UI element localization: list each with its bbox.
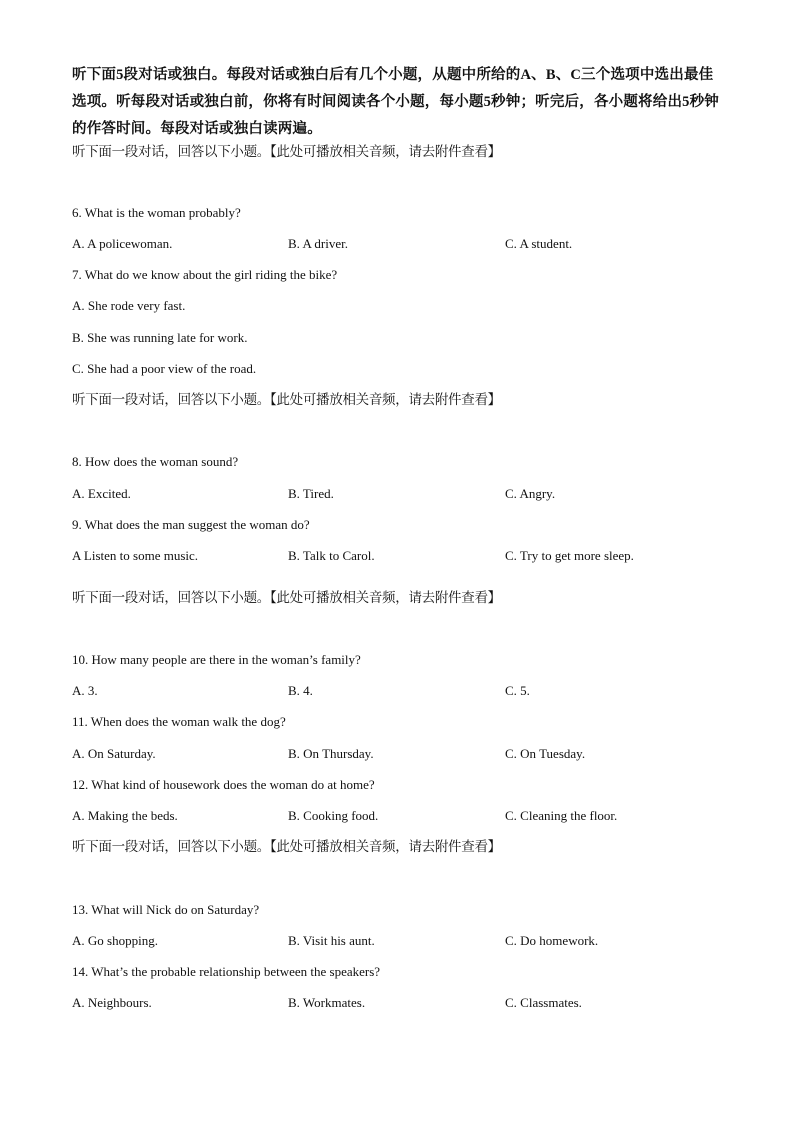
section-intro: 听下面一段对话，回答以下小题。【此处可播放相关音频，请去附件查看】	[72, 590, 501, 606]
option-a: A. Neighbours.	[72, 995, 152, 1010]
option-a: A. 3.	[72, 683, 98, 698]
option-c: C. Do homework.	[505, 933, 599, 948]
option-b: B. On Thursday.	[288, 746, 374, 761]
option-a: A. On Saturday.	[72, 746, 156, 761]
option-b: B. A driver.	[288, 236, 348, 251]
option-c: C. She had a poor view of the road.	[72, 361, 257, 376]
section-intro: 听下面一段对话，回答以下小题。【此处可播放相关音频，请去附件查看】	[72, 144, 501, 160]
question-options	[72, 932, 722, 950]
question-stem: 11. When does the woman walk the dog?	[72, 714, 286, 729]
question-options	[72, 994, 722, 1012]
option-a: A. Go shopping.	[72, 933, 158, 948]
option-c: C. Try to get more sleep.	[505, 548, 634, 563]
question-options	[72, 807, 722, 825]
option-b: B. Tired.	[288, 486, 334, 501]
option-a: A. Excited.	[72, 486, 131, 501]
option-a: A Listen to some music.	[72, 548, 199, 563]
option-c: C. A student.	[505, 236, 573, 251]
question-stem: 8. How does the woman sound?	[72, 454, 239, 469]
question-options	[72, 485, 722, 503]
option-c: C. Angry.	[505, 486, 556, 501]
option-a: A. Making the beds.	[72, 808, 178, 823]
question-options	[72, 547, 722, 565]
listening-instructions: 听下面5段对话或独白。每段对话或独白后有几个小题，从题中所给的A、B、C三个选项中选出最佳选项。听每段对话或独白前，你将有时间阅读各个小题，每小题5秒钟；听完后，各小题将给出5秒钟的作答时间。每段对话或独白读两遍。	[72, 67, 719, 137]
option-b: B. Workmates.	[288, 995, 366, 1010]
option-b: B. She was running late for work.	[72, 330, 248, 345]
question-stem: 13. What will Nick do on Saturday?	[72, 902, 260, 917]
question-stem: 12. What kind of housework does the woman do at home?	[72, 777, 375, 792]
option-b: B. Cooking food.	[288, 808, 379, 823]
question-options	[72, 745, 722, 763]
option-c: C. Classmates.	[505, 995, 582, 1010]
option-c: C. Cleaning the floor.	[505, 808, 618, 823]
question-stem: 10. How many people are there in the woman’s family?	[72, 652, 361, 667]
question-stem: 14. What’s the probable relationship between the speakers?	[72, 964, 381, 979]
question-stem: 6. What is the woman probably?	[72, 205, 241, 220]
option-c: C. 5.	[505, 683, 530, 698]
question-options	[72, 235, 722, 253]
question-stem: 7. What do we know about the girl riding the bike?	[72, 267, 338, 282]
option-c: C. On Tuesday.	[505, 746, 586, 761]
question-options	[72, 682, 722, 700]
option-a: A. She rode very fast.	[72, 298, 186, 313]
option-b: B. 4.	[288, 683, 313, 698]
question-stem: 9. What does the man suggest the woman do?	[72, 517, 310, 532]
section-intro: 听下面一段对话，回答以下小题。【此处可播放相关音频，请去附件查看】	[72, 392, 501, 408]
option-b: B. Visit his aunt.	[288, 933, 375, 948]
section-intro: 听下面一段对话，回答以下小题。【此处可播放相关音频，请去附件查看】	[72, 839, 501, 855]
option-a: A. A policewoman.	[72, 236, 173, 251]
option-b: B. Talk to Carol.	[288, 548, 375, 563]
